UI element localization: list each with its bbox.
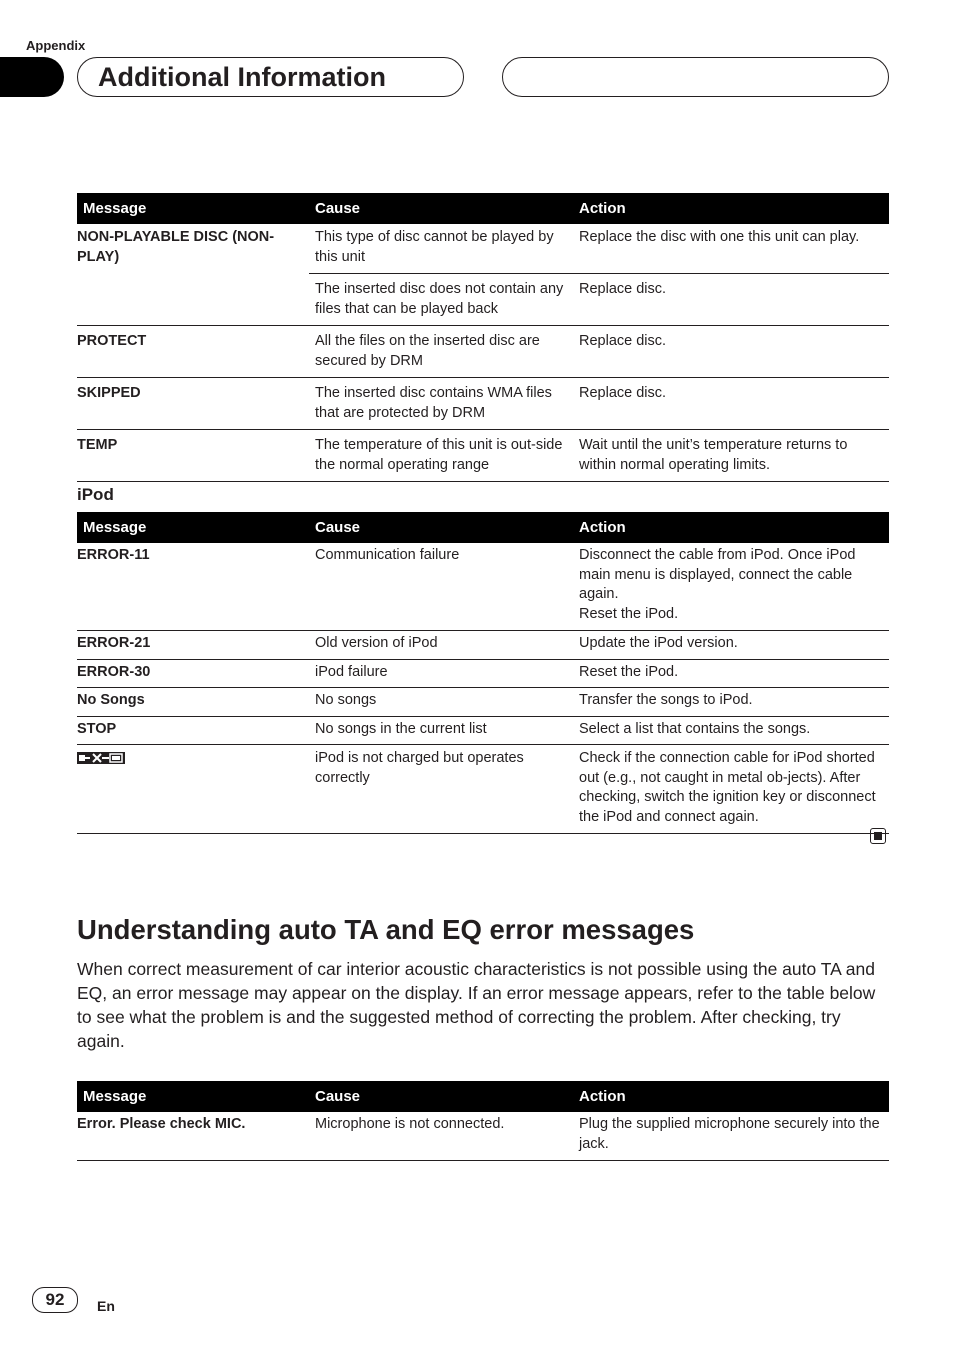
- cause-cell: Microphone is not connected.: [309, 1112, 573, 1161]
- cause-cell: Old version of iPod: [309, 631, 573, 660]
- cause-cell: iPod is not charged but operates correctly: [309, 745, 573, 834]
- cause-cell: The temperature of this unit is out-side the normal operating range: [309, 430, 573, 482]
- message-cell: SKIPPED: [77, 378, 309, 430]
- charge-not-available-icon: [77, 751, 125, 765]
- message-cell: NON-PLAYABLE DISC (NON-PLAY): [77, 229, 275, 265]
- cause-cell: iPod failure: [309, 659, 573, 688]
- section-heading: Understanding auto TA and EQ error messages: [77, 914, 695, 945]
- col-action: Action: [573, 1081, 889, 1112]
- chapter-title: Additional Information: [98, 62, 386, 92]
- action-cell: Select a list that contains the songs.: [573, 716, 889, 745]
- ipod-section-label: iPod: [77, 485, 114, 504]
- message-cell: Error. Please check MIC.: [77, 1112, 309, 1161]
- chapter-title-box: [77, 57, 464, 97]
- cause-cell: Communication failure: [309, 543, 573, 631]
- action-text: Disconnect the cable from iPod. Once iPod main menu is displayed, connect the cable again.: [579, 547, 856, 602]
- action-cell: [573, 543, 889, 631]
- message-cell: ERROR-21: [77, 631, 309, 660]
- col-action: Action: [573, 193, 889, 224]
- table-row: [77, 716, 889, 745]
- cause-cell: This type of disc cannot be played by this unit: [309, 224, 573, 274]
- message-cell: ERROR-11: [77, 543, 309, 631]
- table-row: [77, 1112, 889, 1161]
- table-row: [77, 543, 889, 631]
- table-header-row: [77, 193, 889, 224]
- cause-cell: No songs in the current list: [309, 716, 573, 745]
- col-message: Message: [77, 512, 309, 543]
- action-cell: Update the iPod version.: [573, 631, 889, 660]
- table-header-row: [77, 512, 889, 543]
- cause-cell: The inserted disc does not contain any files that can be played back: [309, 274, 573, 326]
- col-cause: Cause: [309, 512, 573, 543]
- disc-error-table: [77, 193, 889, 482]
- table-row: [77, 378, 889, 430]
- ipod-error-table: [77, 512, 889, 834]
- end-of-section-icon: [870, 828, 886, 844]
- table-row: [77, 745, 889, 834]
- message-cell: ERROR-30: [77, 659, 309, 688]
- cause-cell: No songs: [309, 688, 573, 717]
- section-tab-marker: [0, 57, 64, 97]
- auto-ta-error-table: [77, 1081, 889, 1161]
- table-row: [77, 430, 889, 482]
- cause-cell: All the files on the inserted disc are secured by DRM: [309, 326, 573, 378]
- action-cell: Check if the connection cable for iPod shorted out (e.g., not caught in metal ob-jects). After checking, switch the ignition key or disconnect the iPod and connect again.: [573, 745, 889, 834]
- table-row: [77, 224, 889, 274]
- appendix-label: Appendix: [26, 38, 86, 53]
- cause-cell: The inserted disc contains WMA files that are protected by DRM: [309, 378, 573, 430]
- action-cell: Replace disc.: [573, 378, 889, 430]
- table-header-row: [77, 1081, 889, 1112]
- message-cell: PROTECT: [77, 326, 309, 378]
- action-cell: Plug the supplied microphone securely into the jack.: [573, 1112, 889, 1161]
- message-cell: [77, 274, 309, 326]
- empty-title-box: [502, 57, 889, 97]
- page-number: 92: [32, 1287, 78, 1313]
- table-row: [77, 659, 889, 688]
- table-row: [77, 688, 889, 717]
- action-cell: Replace disc.: [573, 326, 889, 378]
- col-action: Action: [573, 512, 889, 543]
- section-intro: When correct measurement of car interior acoustic characteristics is not possible using the auto TA and EQ, an error message may appear on the display. If an error message appears, refer to the table below to see what the problem is and the suggested method of correcting the problem. After checking, try again.: [77, 959, 876, 1051]
- col-cause: Cause: [309, 193, 573, 224]
- table-row: [77, 326, 889, 378]
- action-cell: Replace disc.: [573, 274, 889, 326]
- action-cell: Transfer the songs to iPod.: [573, 688, 889, 717]
- action-cell: Reset the iPod.: [573, 659, 889, 688]
- table-row: [77, 274, 889, 326]
- table-row: [77, 631, 889, 660]
- action-text: Reset the iPod.: [579, 605, 679, 622]
- message-cell: No Songs: [77, 688, 309, 717]
- col-message: Message: [77, 1081, 309, 1112]
- action-cell: Wait until the unit’s temperature returns to within normal operating limits.: [573, 430, 889, 482]
- action-cell: Replace the disc with one this unit can play.: [573, 224, 889, 274]
- col-message: Message: [77, 193, 309, 224]
- message-cell: [77, 745, 309, 834]
- col-cause: Cause: [309, 1081, 573, 1112]
- language-label: En: [97, 1298, 115, 1314]
- message-cell: STOP: [77, 716, 309, 745]
- message-cell: TEMP: [77, 430, 309, 482]
